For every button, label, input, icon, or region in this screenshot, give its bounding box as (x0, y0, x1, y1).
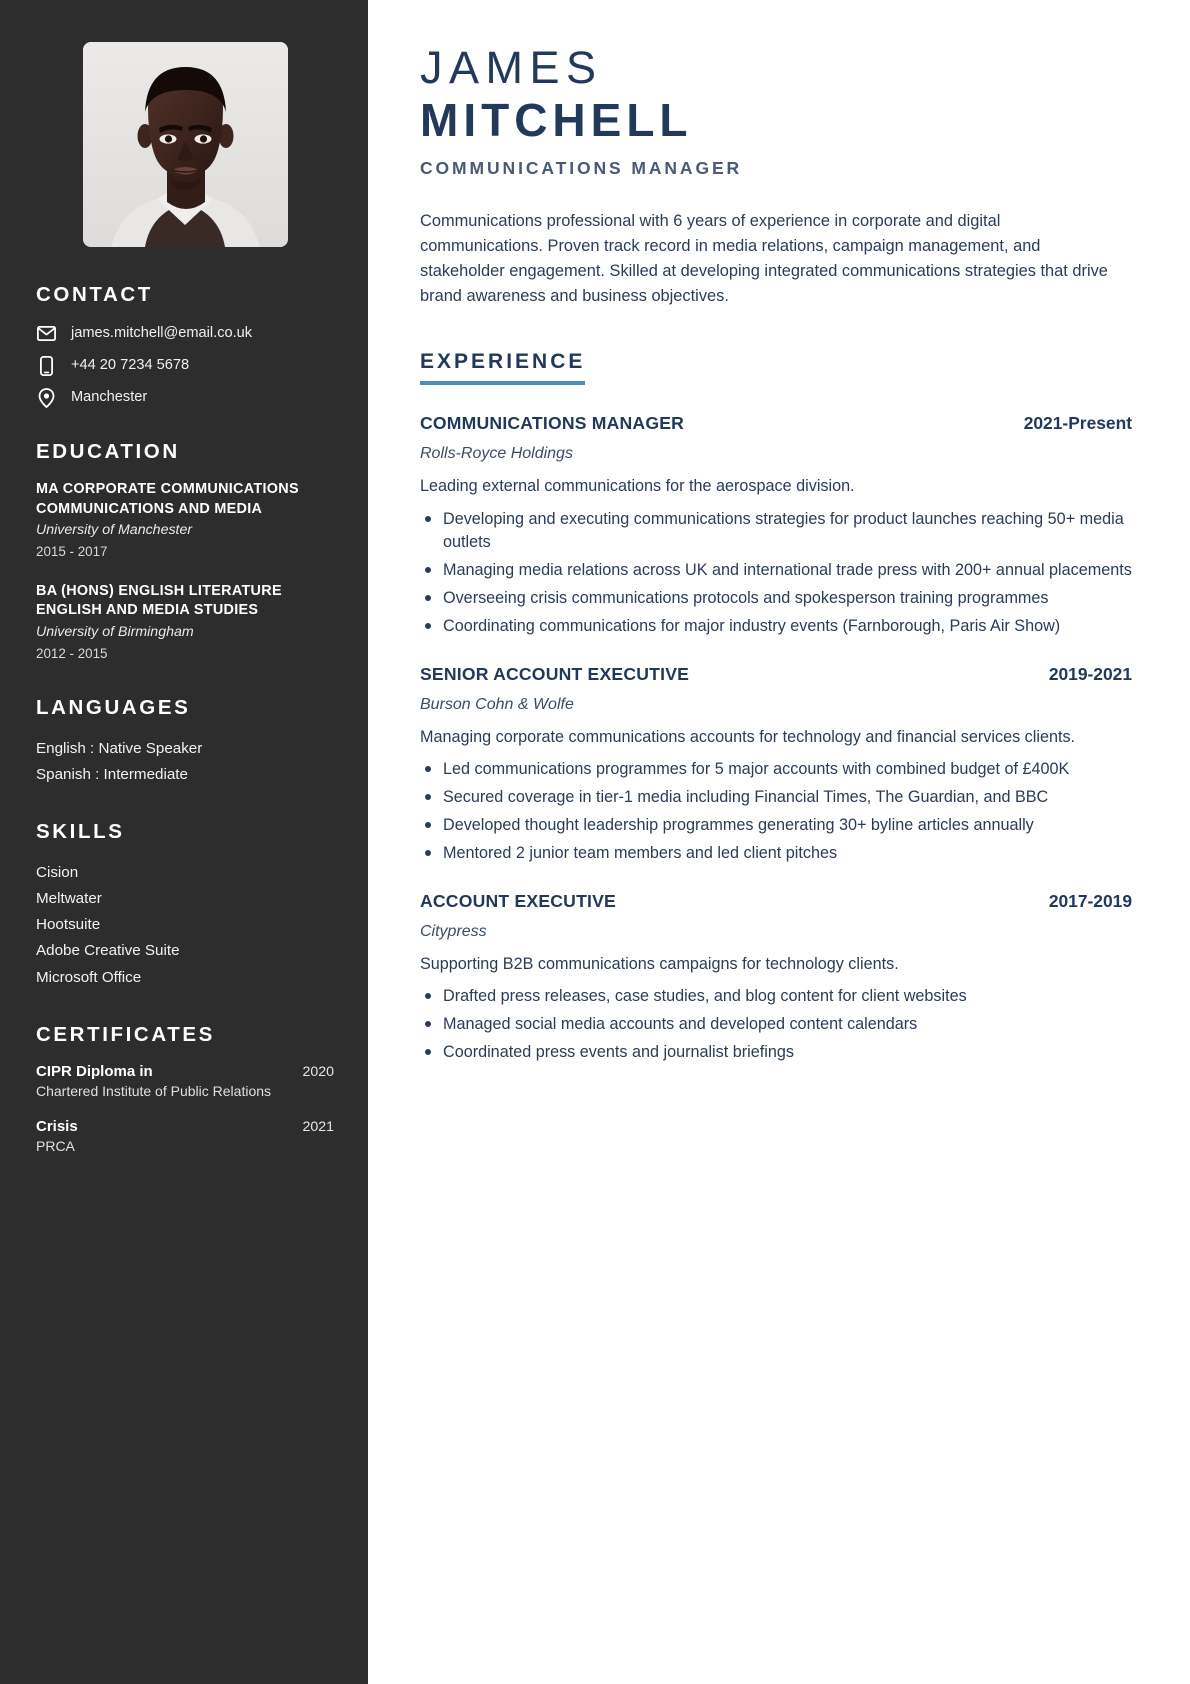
job-company: Rolls-Royce Holdings (420, 445, 573, 463)
education-heading: EDUCATION (36, 440, 180, 463)
first-name: JAMES (420, 42, 603, 93)
job-bullet: Drafted press releases, case studies, and blog content for client websites (420, 985, 1132, 1008)
language-item: English : Native Speaker (36, 739, 203, 757)
job-role: ACCOUNT EXECUTIVE (420, 891, 616, 912)
job-company: Burson Cohn & Wolfe (420, 695, 574, 713)
experience-heading: EXPERIENCE (420, 350, 585, 385)
main-content (368, 0, 1190, 1684)
job-company: Citypress (420, 923, 487, 941)
skill-item: Cision (36, 864, 79, 881)
job-description: Supporting B2B communications campaigns for technology clients. (420, 955, 899, 974)
skill-item: Meltwater (36, 890, 102, 908)
job-bullet: Coordinated press events and journalist briefings (420, 1041, 1132, 1064)
job-description: Leading external communications for the aerospace division. (420, 477, 855, 496)
professional-title: COMMUNICATIONS MANAGER (420, 158, 743, 179)
last-name: MITCHELL (420, 93, 693, 146)
sidebar (0, 0, 368, 1684)
job-bullet: Developing and executing communications strategies for product launches reaching 50+ media outlets (420, 508, 1132, 554)
job-bullet: Managing media relations across UK and international trade press with 200+ annual placements (420, 559, 1132, 582)
profile-photo-illustration (83, 42, 288, 247)
professional-summary: Communications professional with 6 years of experience in corporate and digital communications. Proven track record in media relations, campaign management, and stakeholder engagement. Skilled at developing integrated communications strategies that drive brand awareness and business objectives. (420, 212, 1108, 306)
education-degree: BA (HONS) ENGLISH LITERATURE ENGLISH AND MEDIA STUDIES (36, 582, 282, 619)
job-dates: 2021-Present (1023, 413, 1132, 434)
education-years: 2012 - 2015 (36, 645, 108, 661)
education-school: University of Manchester (36, 522, 193, 539)
certificate-name: CIPR Diploma in (36, 1062, 153, 1080)
job-bullets (420, 508, 1132, 638)
experience-entry (420, 413, 1132, 637)
job-bullet: Coordinating communications for major industry events (Farnborough, Paris Air Show) (420, 615, 1132, 638)
experience-entry (420, 664, 1132, 865)
contact-heading: CONTACT (36, 283, 153, 306)
contact-item-phone[interactable] (36, 355, 334, 376)
location-pin-icon (36, 387, 57, 408)
language-item: Spanish : Intermediate (36, 765, 188, 783)
certificate-name: Crisis (36, 1118, 78, 1135)
education-item (36, 582, 334, 664)
phone-icon (36, 355, 57, 376)
contact-email-value: james.mitchell@email.co.uk (71, 325, 253, 342)
job-bullet: Secured coverage in tier-1 media including Financial Times, The Guardian, and BBC (420, 786, 1132, 809)
skills-heading: SKILLS (36, 820, 125, 843)
job-bullet: Overseeing crisis communications protocols and spokesperson training programmes (420, 587, 1132, 610)
education-degree: MA CORPORATE COMMUNICATIONS COMMUNICATIONS AND MEDIA (36, 481, 299, 517)
languages-heading: LANGUAGES (36, 695, 191, 719)
avatar (83, 42, 288, 247)
job-description: Managing corporate communications accounts for technology and financial services clients. (420, 727, 1076, 746)
skill-item: Microsoft Office (36, 968, 142, 986)
skill-item: Adobe Creative Suite (36, 942, 180, 960)
experience-entry (420, 891, 1132, 1064)
envelope-icon (36, 323, 57, 344)
certificate-year: 2020 (302, 1063, 334, 1080)
education-school: University of Birmingham (36, 624, 194, 641)
contact-item-location[interactable] (36, 387, 334, 408)
certificate-year: 2021 (302, 1119, 334, 1135)
job-bullet: Mentored 2 junior team members and led client pitches (420, 842, 1132, 865)
education-item (36, 480, 334, 562)
job-role: COMMUNICATIONS MANAGER (420, 413, 685, 434)
skill-item: Hootsuite (36, 916, 101, 934)
contact-phone-value: +44 20 7234 5678 (71, 357, 190, 374)
certificate-item (36, 1118, 334, 1156)
education-years: 2015 - 2017 (36, 543, 108, 559)
contact-item-email[interactable] (36, 323, 334, 344)
job-bullet: Led communications programmes for 5 major accounts with combined budget of £400K (420, 758, 1132, 781)
certificate-issuer: Chartered Institute of Public Relations (36, 1082, 272, 1099)
certificate-issuer: PRCA (36, 1138, 75, 1154)
certificate-item (36, 1063, 334, 1101)
job-dates: 2017-2019 (1048, 891, 1132, 912)
contact-location-value: Manchester (71, 389, 148, 406)
job-role: SENIOR ACCOUNT EXECUTIVE (420, 663, 690, 684)
job-dates: 2019-2021 (1048, 663, 1132, 684)
certificates-heading: CERTIFICATES (36, 1022, 215, 1046)
job-bullets (420, 758, 1132, 865)
job-bullet: Managed social media accounts and developed content calendars (420, 1013, 1132, 1036)
job-bullet: Developed thought leadership programmes generating 30+ byline articles annually (420, 814, 1132, 837)
job-bullets (420, 985, 1132, 1064)
